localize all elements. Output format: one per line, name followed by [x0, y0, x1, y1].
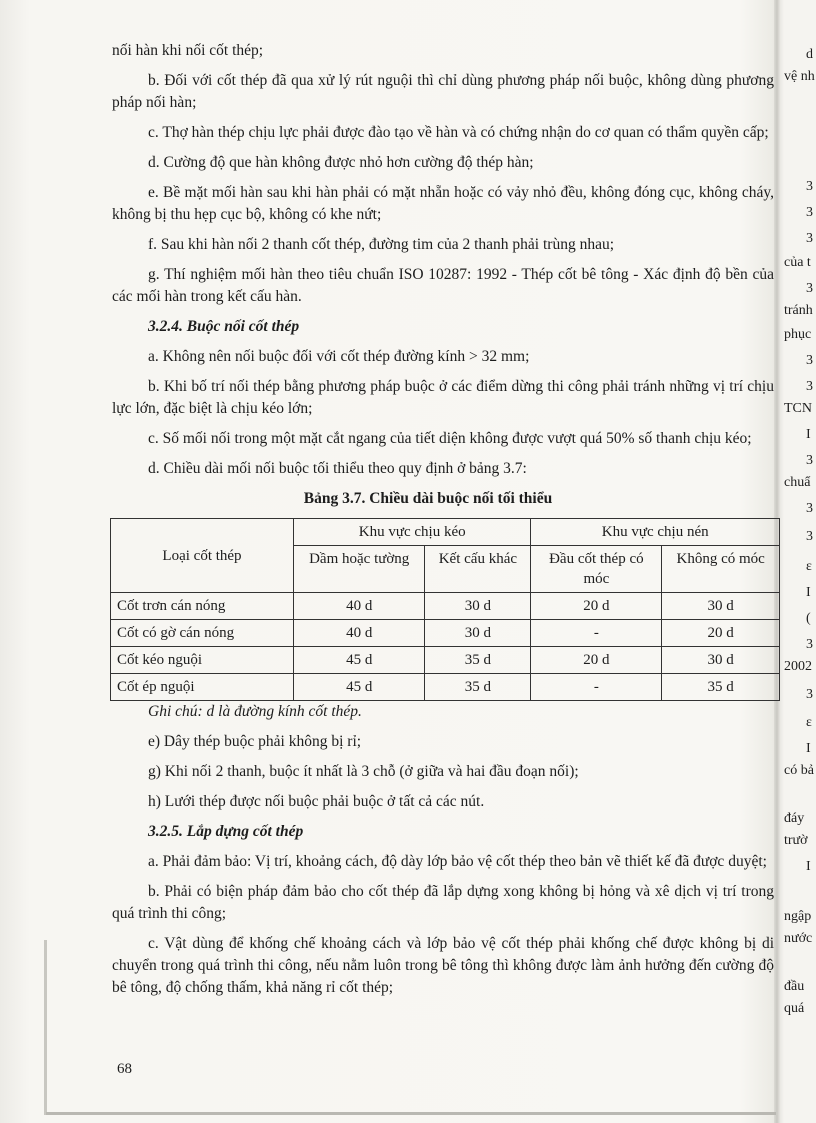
- list-item: d. Chiều dài mối nối buộc tối thiểu theo quy định ở bảng 3.7:: [148, 460, 527, 477]
- paragraph-1: b. Đối với cốt thép đã qua xử lý rút nguội thì chỉ dùng phương pháp nối buộc, không dùng phương pháp nối hàn;: [112, 72, 774, 111]
- header-type: Loại cốt thép: [111, 519, 294, 593]
- cell-value: 30 d: [425, 593, 531, 620]
- facing-fragment: 3: [806, 501, 813, 516]
- facing-fragment: đầu: [784, 979, 805, 994]
- facing-fragment: 3: [806, 231, 813, 246]
- facing-fragment: chuẩ: [784, 475, 811, 490]
- paragraph-4: e. Bề mặt mối hàn sau khi hàn phải có mặt nhẵn hoặc có vảy nhỏ đều, không đóng cục, không cháy, không bị thu hẹp cục bộ, không có khe nứt;: [112, 184, 774, 223]
- table-row: [111, 647, 780, 674]
- paragraph-0: nối hàn khi nối cốt thép;: [112, 42, 264, 59]
- section-heading-3-2-4: 3.2.4. Buộc nối cốt thép: [148, 318, 300, 335]
- cell-value: -: [531, 620, 662, 647]
- section-heading-3-2-5: 3.2.5. Lắp dựng cốt thép: [148, 823, 304, 840]
- facing-fragment: I: [806, 427, 811, 442]
- list-item: e) Dây thép buộc phải không bị rỉ;: [148, 733, 362, 750]
- table-row: [111, 674, 780, 701]
- subheader-hooked-end: Đầu cốt thép có móc: [531, 546, 662, 593]
- page-bottom-edge: [46, 1112, 776, 1115]
- facing-fragment: ε: [806, 559, 812, 574]
- table-row: [111, 593, 780, 620]
- facing-fragment: 3: [806, 205, 813, 220]
- row-type: Cốt trơn cán nóng: [111, 593, 294, 620]
- page-content: [112, 40, 774, 1007]
- facing-fragment: vệ nh: [784, 69, 815, 84]
- cell-value: 30 d: [662, 593, 780, 620]
- cell-value: 20 d: [531, 647, 662, 674]
- cell-value: 30 d: [425, 620, 531, 647]
- list-item: a. Không nên nối buộc đối với cốt thép đường kính > 32 mm;: [148, 348, 530, 365]
- facing-fragment: 3: [806, 687, 813, 702]
- subheader-other-structure: Kết cấu khác: [425, 546, 531, 593]
- row-type: Cốt ép nguội: [111, 674, 294, 701]
- list-item: c. Số mối nối trong một mặt cắt ngang của tiết diện không được vượt quá 50% số thanh chịu kéo;: [148, 430, 752, 447]
- facing-fragment: 3: [806, 281, 813, 296]
- list-item: g) Khi nối 2 thanh, buộc ít nhất là 3 chỗ (ở giữa và hai đầu đoạn nối);: [148, 763, 579, 780]
- cell-value: 20 d: [531, 593, 662, 620]
- facing-fragment: 3: [806, 353, 813, 368]
- facing-fragment: đáy: [784, 811, 805, 826]
- facing-fragment: có bả: [784, 763, 814, 778]
- list-item: h) Lưới thép được nối buộc phải buộc ở tất cả các nút.: [148, 793, 485, 810]
- facing-fragment: 2002: [784, 659, 812, 674]
- facing-fragment: ngập: [784, 909, 812, 924]
- facing-page-edge: [782, 0, 816, 1123]
- paragraph-3: d. Cường độ que hàn không được nhỏ hơn cường độ thép hàn;: [148, 154, 534, 171]
- facing-fragment: I: [806, 585, 811, 600]
- cell-value: 30 d: [662, 647, 780, 674]
- list-item: c. Vật dùng để khống chế khoảng cách và lớp bảo vệ cốt thép phải khống chế được không bị di chuyển trong quá trình thi công, nếu nằm luôn trong bê tông thì không được làm ảnh hưởng đến cường độ bê tông, độ chống thấm, khả năng rỉ cốt thép;: [112, 935, 774, 996]
- page-number: 68: [117, 1061, 132, 1077]
- cell-value: 35 d: [425, 674, 531, 701]
- paragraph-6: g. Thí nghiệm mối hàn theo tiêu chuẩn ISO 10287: 1992 - Thép cốt bê tông - Xác định độ bền của các mối hàn trong kết cấu hàn.: [112, 266, 774, 305]
- list-item: b. Khi bố trí nối thép bằng phương pháp buộc ở các điểm dừng thi công phải tránh những vị trí chịu lực lớn, đặc biệt là chịu kéo lớn;: [112, 378, 774, 417]
- facing-fragment: I: [806, 859, 811, 874]
- page-edge-shadow: [44, 940, 47, 1115]
- facing-fragment: 3: [806, 529, 813, 544]
- facing-fragment: của t: [784, 255, 811, 270]
- cell-value: 35 d: [662, 674, 780, 701]
- subheader-beam-wall: Dầm hoặc tường: [294, 546, 425, 593]
- table-row: [111, 620, 780, 647]
- row-type: Cốt có gờ cán nóng: [111, 620, 294, 647]
- subheader-no-hook: Không có móc: [662, 546, 780, 593]
- facing-fragment: 3: [806, 637, 813, 652]
- facing-fragment: nước: [784, 931, 813, 946]
- facing-fragment: 3: [806, 179, 813, 194]
- list-item: a. Phải đảm bảo: Vị trí, khoảng cách, độ dày lớp bảo vệ cốt thép theo bản vẽ thiết kế đã được duyệt;: [148, 853, 767, 870]
- header-compression-zone: Khu vực chịu nén: [531, 519, 780, 546]
- facing-fragment: I: [806, 741, 811, 756]
- cell-value: -: [531, 674, 662, 701]
- cell-value: 35 d: [425, 647, 531, 674]
- facing-fragment: (: [806, 611, 811, 626]
- table-title: Bảng 3.7. Chiều dài buộc nối tối thiểu: [303, 490, 553, 507]
- cell-value: 45 d: [294, 647, 425, 674]
- facing-fragment: d: [806, 47, 813, 62]
- cell-value: 40 d: [294, 620, 425, 647]
- paragraph-2: c. Thợ hàn thép chịu lực phải được đào tạo về hàn và có chứng nhận do cơ quan có thẩm quyền cấp;: [148, 124, 769, 141]
- table-header-row: [111, 519, 780, 546]
- splice-length-table: [110, 518, 780, 701]
- cell-value: 20 d: [662, 620, 780, 647]
- cell-value: 40 d: [294, 593, 425, 620]
- row-type: Cốt kéo nguội: [111, 647, 294, 674]
- facing-fragment: quá: [784, 1001, 805, 1016]
- facing-fragment: tránh: [784, 303, 813, 318]
- table-note: Ghi chú: d là đường kính cốt thép.: [148, 703, 362, 720]
- cell-value: 45 d: [294, 674, 425, 701]
- list-item: b. Phải có biện pháp đảm bảo cho cốt thép đã lắp dựng xong không bị hỏng và xê dịch vị trí trong quá trình thi công;: [112, 883, 774, 922]
- facing-fragment: 3: [806, 453, 813, 468]
- facing-fragment: ε: [806, 715, 812, 730]
- paragraph-5: f. Sau khi hàn nối 2 thanh cốt thép, đường tim của 2 thanh phải trùng nhau;: [148, 236, 615, 253]
- facing-fragment: 3: [806, 379, 813, 394]
- facing-fragment: phục: [784, 327, 812, 342]
- facing-fragment: trườ: [784, 833, 808, 848]
- facing-fragment: TCN: [784, 401, 812, 416]
- header-tension-zone: Khu vực chịu kéo: [294, 519, 531, 546]
